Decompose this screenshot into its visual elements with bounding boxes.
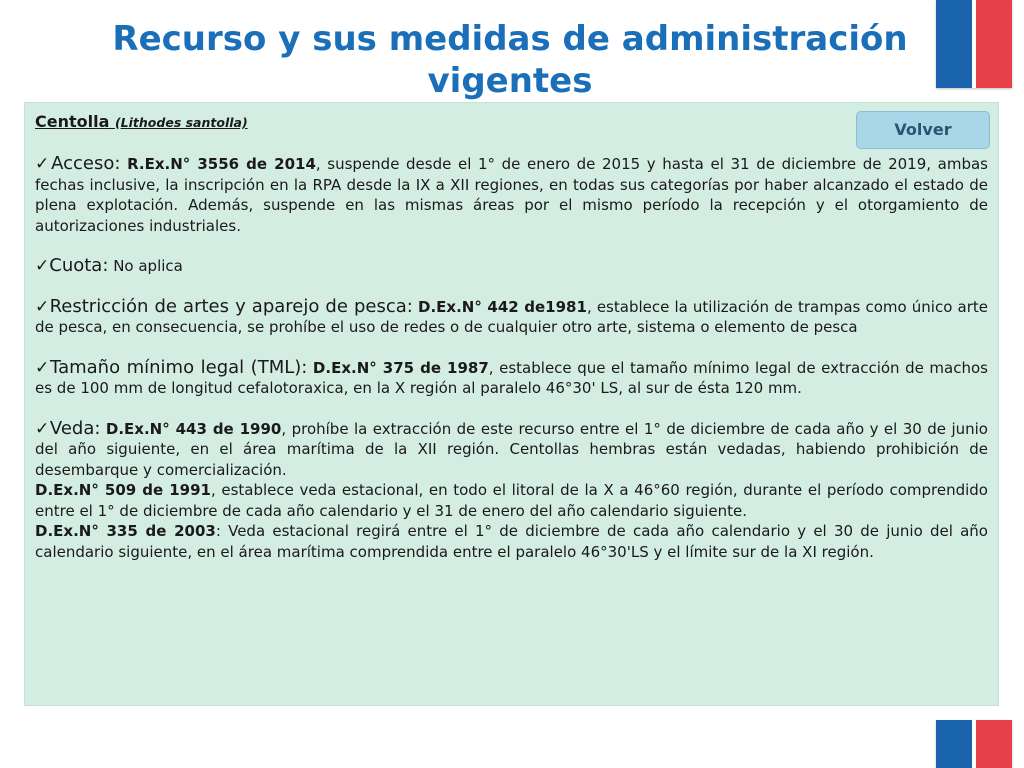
check-icon: ✓ (35, 418, 50, 439)
flag-logo-top (936, 0, 1012, 88)
flag-red-stripe (976, 720, 1012, 768)
item-tml (35, 358, 988, 399)
decree-ref: D.Ex.N° 509 de 1991 (35, 481, 211, 499)
check-icon: ✓ (35, 357, 51, 378)
item-text: No aplica (113, 257, 183, 275)
decree-ref: R.Ex.N° 3556 de 2014 (127, 155, 316, 173)
flag-red-stripe (976, 0, 1012, 88)
item-label: Cuota: (49, 255, 109, 276)
item-acceso (35, 154, 988, 236)
page-title: Recurso y sus medidas de administración vigentes (112, 19, 908, 101)
scientific-name: (Lithodes santolla) (114, 115, 248, 130)
item-restriccion (35, 297, 988, 338)
check-icon: ✓ (35, 154, 52, 174)
flag-blue-stripe (936, 0, 972, 88)
item-cuota (35, 256, 988, 277)
decree-ref: D.Ex.N° 442 de1981 (418, 297, 587, 316)
decree-ref: D.Ex.N° 443 de 1990 (105, 419, 282, 438)
item-veda-2 (35, 480, 988, 521)
decree-ref: D.Ex.N° 375 de 1987 (312, 358, 489, 377)
item-text: , establece que el tamaño mínimo legal de extracción de machos es de 100 mm de longitud cefalotoraxica, en la X región al paralelo 46°30' LS, al sur de ésta 120 mm. (35, 358, 988, 397)
species-name: Centolla (35, 112, 110, 131)
item-label: Tamaño mínimo legal (TML): (50, 356, 308, 378)
item-veda-3 (35, 521, 988, 562)
back-button[interactable]: Volver (856, 111, 990, 149)
item-text: , establece veda estacional, en todo el litoral de la X a 46°60 región, durante el período comprendido entre el 1° de diciembre de cada año calendario y el 31 de enero del año calendario siguiente. (35, 481, 988, 520)
item-text: , prohíbe la extracción de este recurso entre el 1° de diciembre de cada año y el 30 de junio del año siguiente, en el área marítima de la XII región. Centollas hembras están vedadas, habiendo prohibición de desembarque y comercialización. (35, 419, 988, 479)
decree-ref: D.Ex.N° 335 de 2003 (35, 522, 216, 540)
content-panel (24, 102, 999, 706)
item-text: , establece la utilización de trampas como único arte de pesca, en consecuencia, se prohíbe el uso de redes o de cualquier otro arte, sistema o elemento de pesca (35, 297, 988, 336)
item-veda (35, 419, 988, 481)
item-text: : Veda estacional regirá entre el 1° de diciembre de cada año calendario y el 30 de junio del año calendario siguiente, en el área marítima comprendida entre el paralelo 46°30'LS y el límite sur de la XI región. (35, 522, 988, 561)
item-label: Acceso: (51, 153, 121, 174)
check-icon: ✓ (35, 296, 50, 317)
species-heading (35, 111, 988, 134)
check-icon: ✓ (35, 256, 50, 276)
item-label: Veda: (49, 417, 101, 439)
flag-blue-stripe (936, 720, 972, 768)
item-label: Restricción de artes y aparejo de pesca: (49, 295, 413, 317)
flag-logo-bottom (936, 720, 1012, 768)
item-text: , suspende desde el 1° de enero de 2015 y hasta el 31 de diciembre de 2019, ambas fechas inclusive, la inscripción en la RPA desde la IX a XII regiones, en todas sus categorías por haber alcanzado el estado de plena explotación. Además, suspende en las mismas áreas por el mismo período la recepción y el otorgamiento de autorizaciones industriales. (35, 155, 988, 235)
